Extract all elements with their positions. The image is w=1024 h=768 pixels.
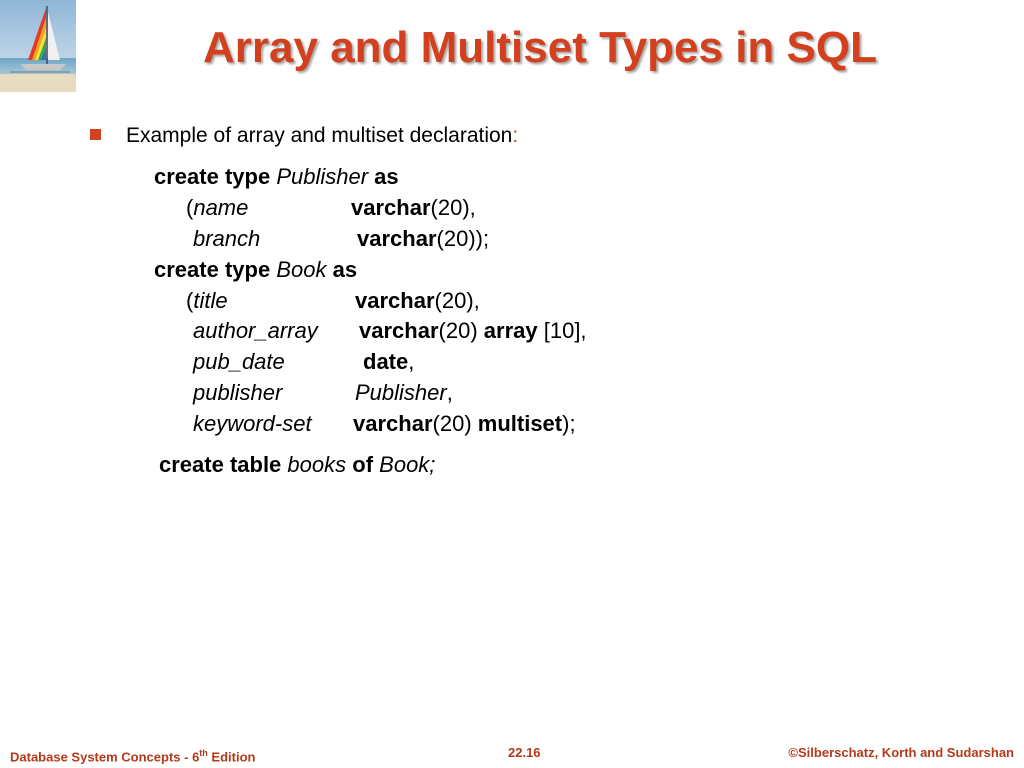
- keyword-as: as: [332, 257, 358, 282]
- bullet-text: Example of array and multiset declaration: [126, 124, 513, 147]
- code-line-7-type: [363, 349, 414, 375]
- footer-edition-sup: th: [199, 748, 208, 758]
- array-size: [10],: [543, 318, 587, 343]
- code-line-5-type: [355, 288, 480, 314]
- type-args: (20));: [436, 226, 490, 251]
- code-line-1: [154, 164, 399, 190]
- type-date: date: [363, 349, 409, 374]
- code-line-9: [193, 411, 312, 437]
- code-line-2-type: [351, 195, 476, 221]
- open-paren: (: [186, 195, 194, 220]
- attribute-name: name: [193, 195, 249, 220]
- code-line-10: [159, 452, 435, 478]
- code-line-9-type: [353, 411, 576, 437]
- code-line-5: [186, 288, 228, 314]
- comma: ,: [446, 380, 453, 405]
- type-name-book: Book;: [379, 452, 436, 477]
- square-bullet-icon: [90, 129, 101, 140]
- keyword-array: array: [483, 318, 538, 343]
- type-varchar: varchar: [357, 226, 437, 251]
- table-name-books: books: [287, 452, 347, 477]
- footer-title-text: Database System Concepts - 6: [10, 749, 200, 765]
- keyword-multiset: multiset: [477, 411, 563, 436]
- footer-edition-text: Edition: [207, 749, 256, 765]
- code-line-3: [193, 226, 260, 252]
- type-args: (20),: [434, 288, 480, 313]
- attribute-author-array: author_array: [193, 318, 318, 343]
- keyword-as: as: [374, 164, 399, 189]
- open-paren: (: [186, 288, 194, 313]
- attribute-publisher: publisher: [193, 380, 283, 405]
- type-name-publisher: Publisher: [276, 164, 369, 189]
- slide-title: Array and Multiset Types in SQL: [203, 23, 877, 72]
- bullet-colon: :: [512, 124, 519, 147]
- code-line-3-type: [357, 226, 489, 252]
- code-line-7: [193, 349, 285, 375]
- attribute-keyword-set: keyword-set: [193, 411, 312, 436]
- code-line-4: [154, 257, 357, 283]
- code-line-8-type: [355, 380, 453, 406]
- footer-book-title: [10, 744, 255, 766]
- type-args: (20): [432, 411, 472, 436]
- keyword-create-table: create table: [159, 452, 282, 477]
- type-varchar: varchar: [359, 318, 439, 343]
- type-varchar: varchar: [351, 195, 431, 220]
- code-line-2: [186, 195, 248, 221]
- type-varchar: varchar: [355, 288, 435, 313]
- attribute-branch: branch: [193, 226, 261, 251]
- attribute-title: title: [193, 288, 228, 313]
- comma: ,: [408, 349, 415, 374]
- footer-page-number: 22.16: [508, 745, 541, 760]
- keyword-create-type: create type: [154, 164, 271, 189]
- type-varchar: varchar: [353, 411, 433, 436]
- type-publisher: Publisher: [355, 380, 447, 405]
- code-line-6-type: [359, 318, 587, 344]
- footer-copyright: ©Silberschatz, Korth and Sudarshan: [788, 745, 1014, 760]
- code-line-6: [193, 318, 318, 344]
- keyword-create-type: create type: [154, 257, 271, 282]
- type-args: (20),: [430, 195, 476, 220]
- code-line-8: [193, 380, 282, 406]
- bullet-item: [90, 122, 518, 150]
- attribute-pub-date: pub_date: [193, 349, 285, 374]
- close-paren: );: [562, 411, 576, 436]
- keyword-of: of: [352, 452, 374, 477]
- type-args: (20): [438, 318, 478, 343]
- type-name-book: Book: [276, 257, 327, 282]
